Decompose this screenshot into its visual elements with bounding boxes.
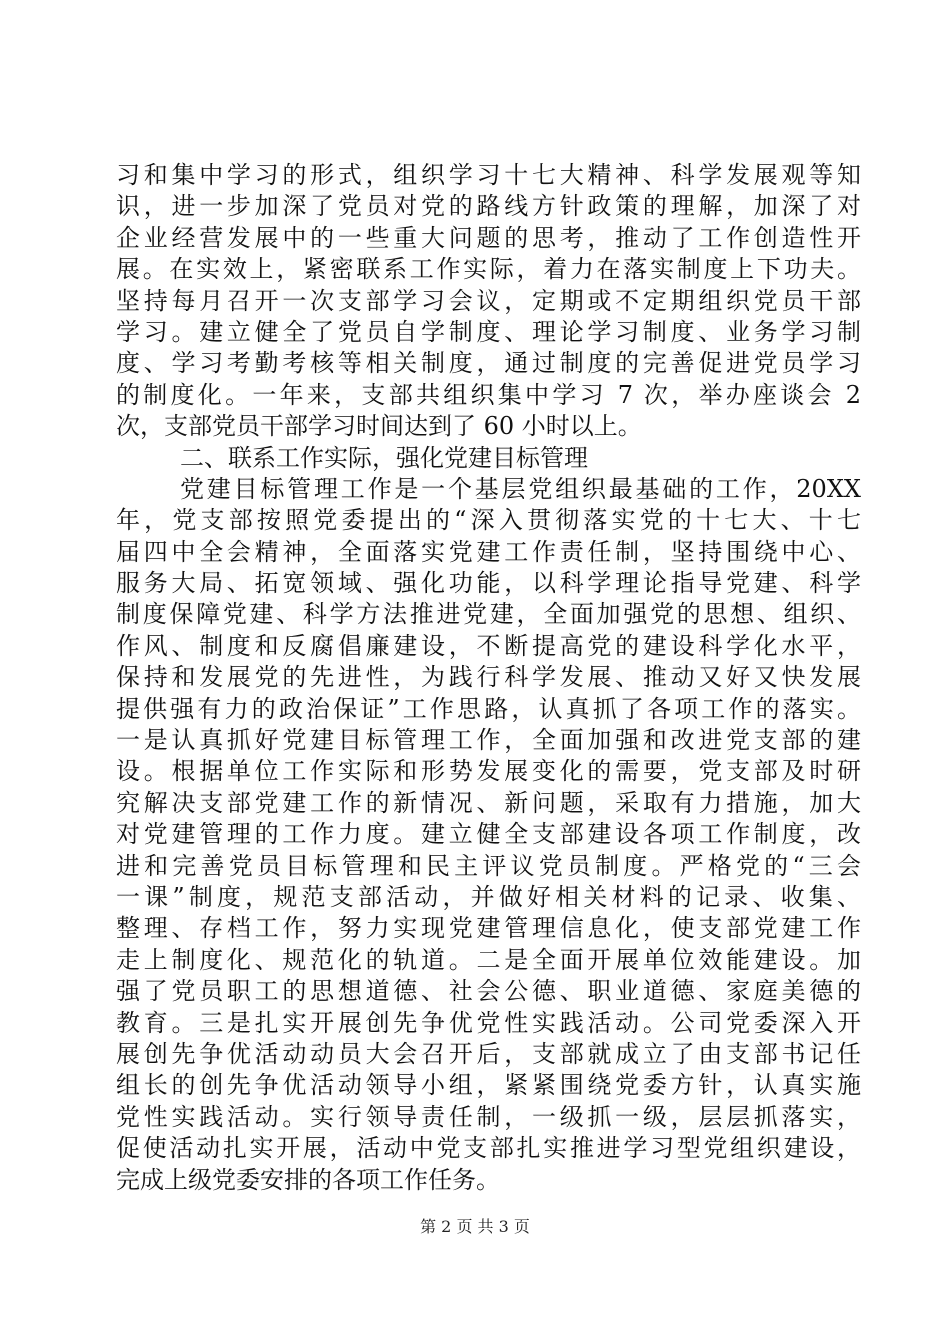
text-line: 究解决支部党建工作的新情况、新问题，采取有力措施，加大 [116,788,861,817]
section-heading: 二、联系工作实际，强化党建目标管理 [180,443,588,472]
text-line: 强了党员职工的思想道德、社会公德、职业道德、家庭美德的 [116,977,861,1006]
text-line: 展创先争优活动动员大会召开后，支部就成立了由支部书记任 [116,1039,861,1068]
text-line: 完成上级党委安排的各项工作任务。 [116,1165,500,1194]
text-line: 的制度化。一年来，支部共组织集中学习 7 次，举办座谈会 2 [116,380,861,409]
text-line: 制度保障党建、科学方法推进党建，全面加强党的思想、组织、 [116,600,861,629]
text-line: 次，支部党员干部学习时间达到了 60 小时以上。 [116,412,642,441]
text-line: 年，党支部按照党委提出的“深入贯彻落实党的十七大、十七 [116,506,861,535]
text-line: 企业经营发展中的一些重大问题的思考，推动了工作创造性开 [116,223,861,252]
text-line: 进和完善党员目标管理和民主评议党员制度。严格党的“三会 [116,851,861,880]
text-line: 一是认真抓好党建目标管理工作，全面加强和改进党支部的建 [116,726,861,755]
text-line: 促使活动扎实开展，活动中党支部扎实推进学习型党组织建设， [116,1134,861,1163]
text-line: 党性实践活动。实行领导责任制，一级抓一级，层层抓落实， [116,1102,861,1131]
text-line: 党建目标管理工作是一个基层党组织最基础的工作，20XX [180,474,861,503]
text-line: 展。在实效上，紧密联系工作实际，着力在落实制度上下功夫。 [116,255,861,284]
document-body [116,160,861,1196]
text-line: 学习。建立健全了党员自学制度、理论学习制度、业务学习制 [116,317,861,346]
text-line: 届四中全会精神，全面落实党建工作责任制，坚持围绕中心、 [116,537,861,566]
text-line: 习和集中学习的形式，组织学习十七大精神、科学发展观等知 [116,161,861,189]
text-line: 提供强有力的政治保证”工作思路，认真抓了各项工作的落实。 [116,694,861,723]
text-line: 作风、制度和反腐倡廉建设，不断提高党的建设科学化水平， [116,631,861,660]
text-line: 度、学习考勤考核等相关制度，通过制度的完善促进党员学习 [116,349,861,378]
text-line: 对党建管理的工作力度。建立健全支部建设各项工作制度，改 [116,820,861,849]
text-line: 设。根据单位工作实际和形势发展变化的需要，党支部及时研 [116,757,861,786]
text-line: 走上制度化、规范化的轨道。二是全面开展单位效能建设。加 [116,945,861,974]
text-line: 一课”制度，规范支部活动，并做好相关材料的记录、收集、 [116,882,861,911]
text-line: 整理、存档工作，努力实现党建管理信息化，使支部党建工作 [116,914,861,943]
text-line: 组长的创先争优活动领导小组，紧紧围绕党委方针，认真实施 [116,1071,861,1100]
text-line: 教育。三是扎实开展创先争优党性实践活动。公司党委深入开 [116,1008,861,1037]
text-line: 保持和发展党的先进性，为践行科学发展、推动又好又快发展 [116,663,861,692]
page-number-footer: 第 2 页 共 3 页 [420,1217,530,1236]
text-line: 服务大局、拓宽领域、强化功能，以科学理论指导党建、科学 [116,569,861,598]
text-line: 坚持每月召开一次支部学习会议，定期或不定期组织党员干部 [116,286,861,315]
text-line: 识，进一步加深了党员对党的路线方针政策的理解，加深了对 [116,192,861,221]
